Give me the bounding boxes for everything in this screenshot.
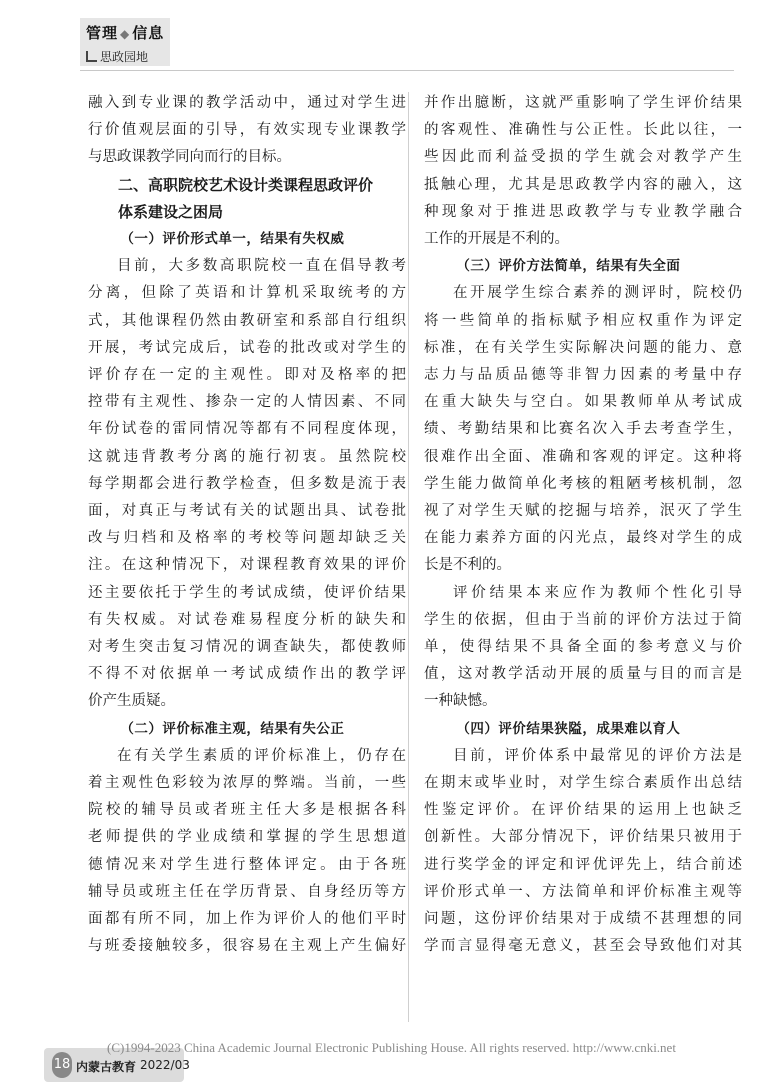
paragraph-line: 在能力素养方面的闪光点，最终对学生的成: [424, 530, 742, 547]
paragraph-line: 对考生突击复习情况的调查缺失，都使教师: [88, 639, 406, 656]
subsection-heading: （一）评价形式单一，结果有失权威: [120, 231, 345, 248]
section-title-left: 管理: [86, 24, 119, 42]
paragraph-line: 问题，这份评价结果对于成绩不甚理想的同: [424, 911, 742, 928]
paragraph-line: 融入到专业课的教学活动中，通过对学生进: [88, 95, 406, 111]
diamond-icon: ◆: [120, 27, 131, 41]
paragraph-line: 目前，评价体系中最常见的评价方法是: [453, 747, 742, 764]
article-column-right: [424, 90, 742, 961]
paragraph-line: 评价结果本来应作为教师个性化引导: [453, 584, 742, 601]
paragraph-line: 年份试卷的雷同情况等都有不同程度体现，: [88, 421, 406, 438]
paragraph-line: 在有关学生素质的评价标准上，仍存在: [117, 747, 406, 764]
paragraph-line: 抵触心理，尤其是思政教学内容的融入，这: [424, 176, 742, 193]
page-number: 18: [52, 1052, 72, 1078]
paragraph-line: 与班委接触较多，很容易在主观上产生偏好: [88, 938, 406, 955]
paragraph-line: 些因此而利益受损的学生就会对教学产生: [424, 149, 742, 166]
paragraph-line: 并作出臆断，这就严重影响了学生评价结果: [424, 95, 742, 111]
article-column-left: [88, 90, 406, 961]
corner-bracket-icon: [86, 51, 97, 62]
subsection-heading: （三）评价方法简单，结果有失全面: [456, 258, 681, 275]
copyright-watermark: (C)1994-2023 China Academic Journal Electronic Publishing House. All rights reserved. http://www.cnki.net: [107, 1040, 676, 1055]
paragraph-line: 控带有主观性、掺杂一定的人情因素、不同: [88, 394, 406, 411]
magazine-name: 内蒙古教育: [76, 1060, 137, 1074]
paragraph-line: 这就违背教考分离的施行初衷。虽然院校: [88, 448, 406, 465]
section-title-right: 信息: [132, 24, 165, 42]
paragraph-line: 进行奖学金的评定和评优评先上，结合前述: [424, 856, 742, 873]
paragraph-line: 德情况来对学生进行整体评定。由于各班: [88, 856, 406, 873]
paragraph-line: 与思政课教学同向而行的目标。: [88, 149, 291, 166]
paragraph-line: 工作的开展是不利的。: [424, 231, 569, 248]
column-name: [86, 48, 148, 65]
paragraph-line: 绩、考勤结果和比赛名次入手去考查学生，: [424, 421, 742, 438]
paragraph-line: 面，对真正与考试有关的试题出具、试卷批: [88, 503, 406, 520]
paragraph-line: 种现象对于推进思政教学与专业教学融合: [424, 203, 742, 220]
issue-number: 2022/03: [140, 1058, 190, 1072]
paragraph-line: 评价形式单一、方法简单和评价标准主观等: [424, 883, 742, 900]
column-name-text: 思政园地: [100, 50, 149, 64]
paragraph-line: 着主观性色彩较为浓厚的弊端。当前，一些: [88, 775, 406, 792]
section-heading: 体系建设之困局: [118, 202, 224, 221]
paragraph-line: 每学期都会进行教学检查，但多数是流于表: [88, 475, 406, 492]
paragraph-line: 分离，但除了英语和计算机采取统考的方: [88, 285, 406, 302]
paragraph-line: 价产生质疑。: [88, 693, 175, 710]
header-divider: [80, 70, 734, 71]
paragraph-line: 在重大缺失与空白。如果教师单从考试成: [424, 394, 742, 411]
section-heading: 二、高职院校艺术设计类课程思政评价: [118, 175, 374, 194]
paragraph-line: 不得不对依据单一考试成绩作出的教学评: [88, 666, 406, 683]
paragraph-line: 注。在这种情况下，对课程教育效果的评价: [88, 557, 406, 574]
subsection-heading: （四）评价结果狭隘，成果难以育人: [456, 720, 681, 737]
paragraph-line: 志力与品质品德等非智力因素的考量中存: [424, 367, 742, 384]
paragraph-line: 学生的依据，但由于当前的评价方法过于简: [424, 611, 742, 628]
paragraph-line: 值，这对教学活动开展的质量与目的而言是: [424, 666, 742, 683]
column-divider: [408, 92, 409, 1022]
paragraph-line: 行价值观层面的引导，有效实现专业课教学: [88, 122, 406, 139]
paragraph-line: 很难作出全面、准确和客观的评定。这种将: [424, 448, 742, 465]
paragraph-line: 一种缺憾。: [424, 693, 497, 710]
paragraph-line: 在期末或毕业时，对学生综合素质作出总结: [424, 775, 742, 792]
paragraph-line: 改与归档和及格率的考校等问题却缺乏关: [88, 530, 406, 547]
subsection-heading: （二）评价标准主观，结果有失公正: [120, 720, 345, 737]
paragraph-line: 学而言显得毫无意义，甚至会导致他们对其: [424, 938, 742, 955]
paragraph-line: 性鉴定评价。在评价结果的运用上也缺乏: [424, 802, 742, 819]
paragraph-line: 目前，大多数高职院校一直在倡导教考: [117, 258, 406, 275]
paragraph-line: 式，其他课程仍然由教研室和系部自行组织: [88, 312, 406, 329]
paragraph-line: 还主要依托于学生的考试成绩，使评价结果: [88, 584, 406, 601]
paragraph-line: 院校的辅导员或者班主任大多是根据各科: [88, 802, 406, 819]
paragraph-line: 在开展学生综合素养的测评时，院校仍: [453, 285, 742, 302]
paragraph-line: 的客观性、准确性与公正性。长此以往，一: [424, 122, 742, 139]
paragraph-line: 辅导员或班主任在学历背景、自身经历等方: [88, 883, 406, 900]
paragraph-line: 创新性。大部分情况下，评价结果只被用于: [424, 829, 742, 846]
paragraph-line: 将一些简单的指标赋予相应权重作为评定: [424, 312, 742, 329]
paragraph-line: 有失权威。对试卷难易程度分析的缺失和: [88, 611, 406, 628]
section-title: [86, 22, 164, 43]
paragraph-line: 单，使得结果不具备全面的参考意义与价: [424, 639, 742, 656]
paragraph-line: 评价存在一定的主观性。即对及格率的把: [88, 367, 406, 384]
paragraph-line: 视了对学生天赋的挖掘与培养，泯灭了学生: [424, 503, 742, 520]
paragraph-line: 长是不利的。: [424, 557, 511, 574]
paragraph-line: 标准，在有关学生实际解决问题的能力、意: [424, 339, 742, 356]
paragraph-line: 老师提供的学业成绩和掌握的学生思想道: [88, 829, 406, 846]
paragraph-line: 面都有所不同，加上作为评价人的他们平时: [88, 911, 406, 928]
paragraph-line: 开展，考试完成后，试卷的批改或对学生的: [88, 339, 406, 356]
paragraph-line: 学生能力做简单化考核的粗陋考核机制，忽: [424, 475, 742, 492]
